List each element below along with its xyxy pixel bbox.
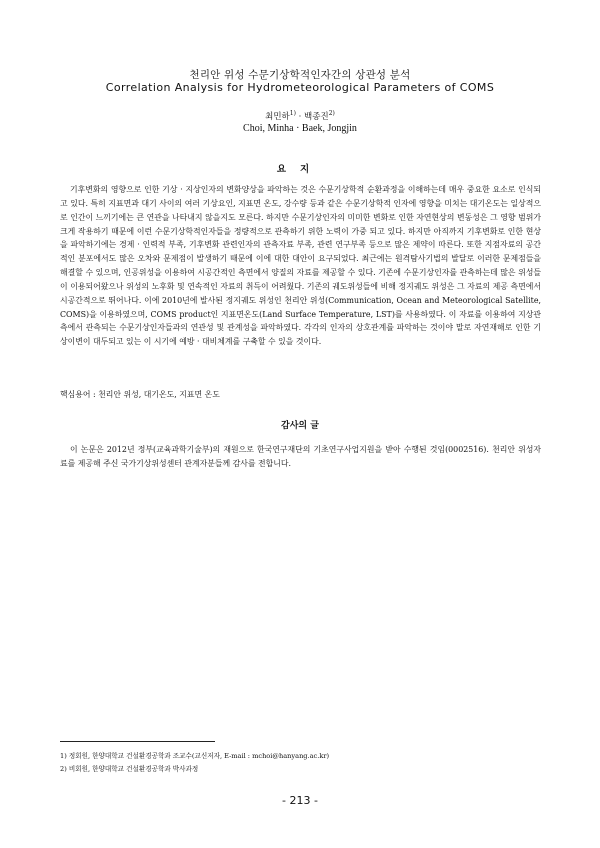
author-separator: · — [295, 112, 305, 122]
footnotes — [60, 750, 541, 775]
paper-title-korean: 천리안 위성 수문기상학적인자간의 상관성 분석 — [189, 69, 411, 81]
page-number: - 213 - — [282, 794, 318, 807]
abstract-body: 기후변화의 영향으로 인한 기상 · 지상인자의 변화양상을 파악하는 것은 수문기상학적 순환과정을 이해하는데 매우 중요한 요소로 인식되고 있다. 특히 지표면과 대기 사이의 여러 기상요인, 지표면 온도, 강수량 등과 같은 수문기상학적 인자에 영향을 미치는 대기온도는 일상적으로 인간이 느끼기에는 큰 연관을 나타내지 않을지도 모른다. 하지만 수문기상인자의 미미한 변화로 인한 자연현상의 변동성은 그 영향 범위가 크게 작용하기 때문에 이런 수문기상학적인자들을 정량적으로 관측하기 위한 노력이 가중 되고 있다. 하지만 아직까지 기후변화로 인한 현상을 파악하기에는 경제 · 인력적 부족, 기후변화 관련인자의 관측자료 부족, 관련 연구부족 등으로 많은 제약이 따른다. 또한 지점자료의 공간적인 분포에서도 많은 오차와 문제점이 발생하기 때문에 이에 대한 대안이 요구되었다. 최근에는 원격탐사기법의 발달로 이러한 문제점들을 해결할 수 있으며, 인공위성을 이용하여 시공간적인 측면에서 양질의 자료를 제공할 수 있다. 기존에 수문기상인자를 관측하는데 많은 위성들이 이용되어왔으나 위성의 노후화 및 연속적인 자료의 취득이 어려웠다. 기존의 궤도위성들에 비해 정지궤도 위성은 그 자료의 제공 측면에서 시공간적으로 뛰어나다. 이에 2010년에 발사된 정지궤도 위성인 천리안 위성(Communication, Ocean and Meteorological Satellite, COMS)을 이용하였으며, COMS product인 지표면온도(Land Surface Temperature, LST)를 사용하였다. 이 자료를 이용하여 지상관측에서 관측되는 수문기상인자들과의 연관성 및 관계성을 파악하였다. 각각의 인자의 상호관계를 파악하는 것이야 말로 자연재해로 인한 기상이변이 대두되고 있는 이 시기에 예방 · 대비체계를 구축할 수 있을 것이다. — [60, 185, 542, 347]
acknowledgement-heading: 감사의 글 — [281, 421, 319, 431]
author-footnote-mark-2: 2) — [328, 110, 335, 118]
author-footnote-mark-1: 1) — [289, 110, 296, 118]
authors-korean — [0, 110, 600, 122]
authors-english: Choi, Minha · Baek, Jongjin — [243, 123, 357, 134]
footnote-1: 1) 정회원, 한양대학교 건설환경공학과 조교수(교신저자, E-mail : mchoi@hanyang.ac.kr) — [60, 752, 330, 760]
author-name-1: 최민하 — [265, 112, 290, 122]
footnote-2: 2) 비회원, 한양대학교 건설환경공학과 박사과정 — [60, 764, 199, 773]
abstract-heading: 요지 — [276, 164, 324, 175]
footnote-divider — [60, 741, 215, 742]
keywords: 핵심용어 : 천리안 위성, 대기온도, 지표면 온도 — [60, 390, 220, 399]
acknowledgement-body: 이 논문은 2012년 정부(교육과학기술부)의 재원으로 한국연구재단의 기초연구사업지원을 받아 수행된 것임(0002516). 천리안 위성자료를 제공해 주신 국가기상위성센터 관계자분들께 감사를 전합니다. — [60, 445, 541, 468]
author-name-2: 백종진 — [304, 112, 329, 122]
paper-title-english: Correlation Analysis for Hydrometeorological Parameters of COMS — [105, 81, 495, 94]
